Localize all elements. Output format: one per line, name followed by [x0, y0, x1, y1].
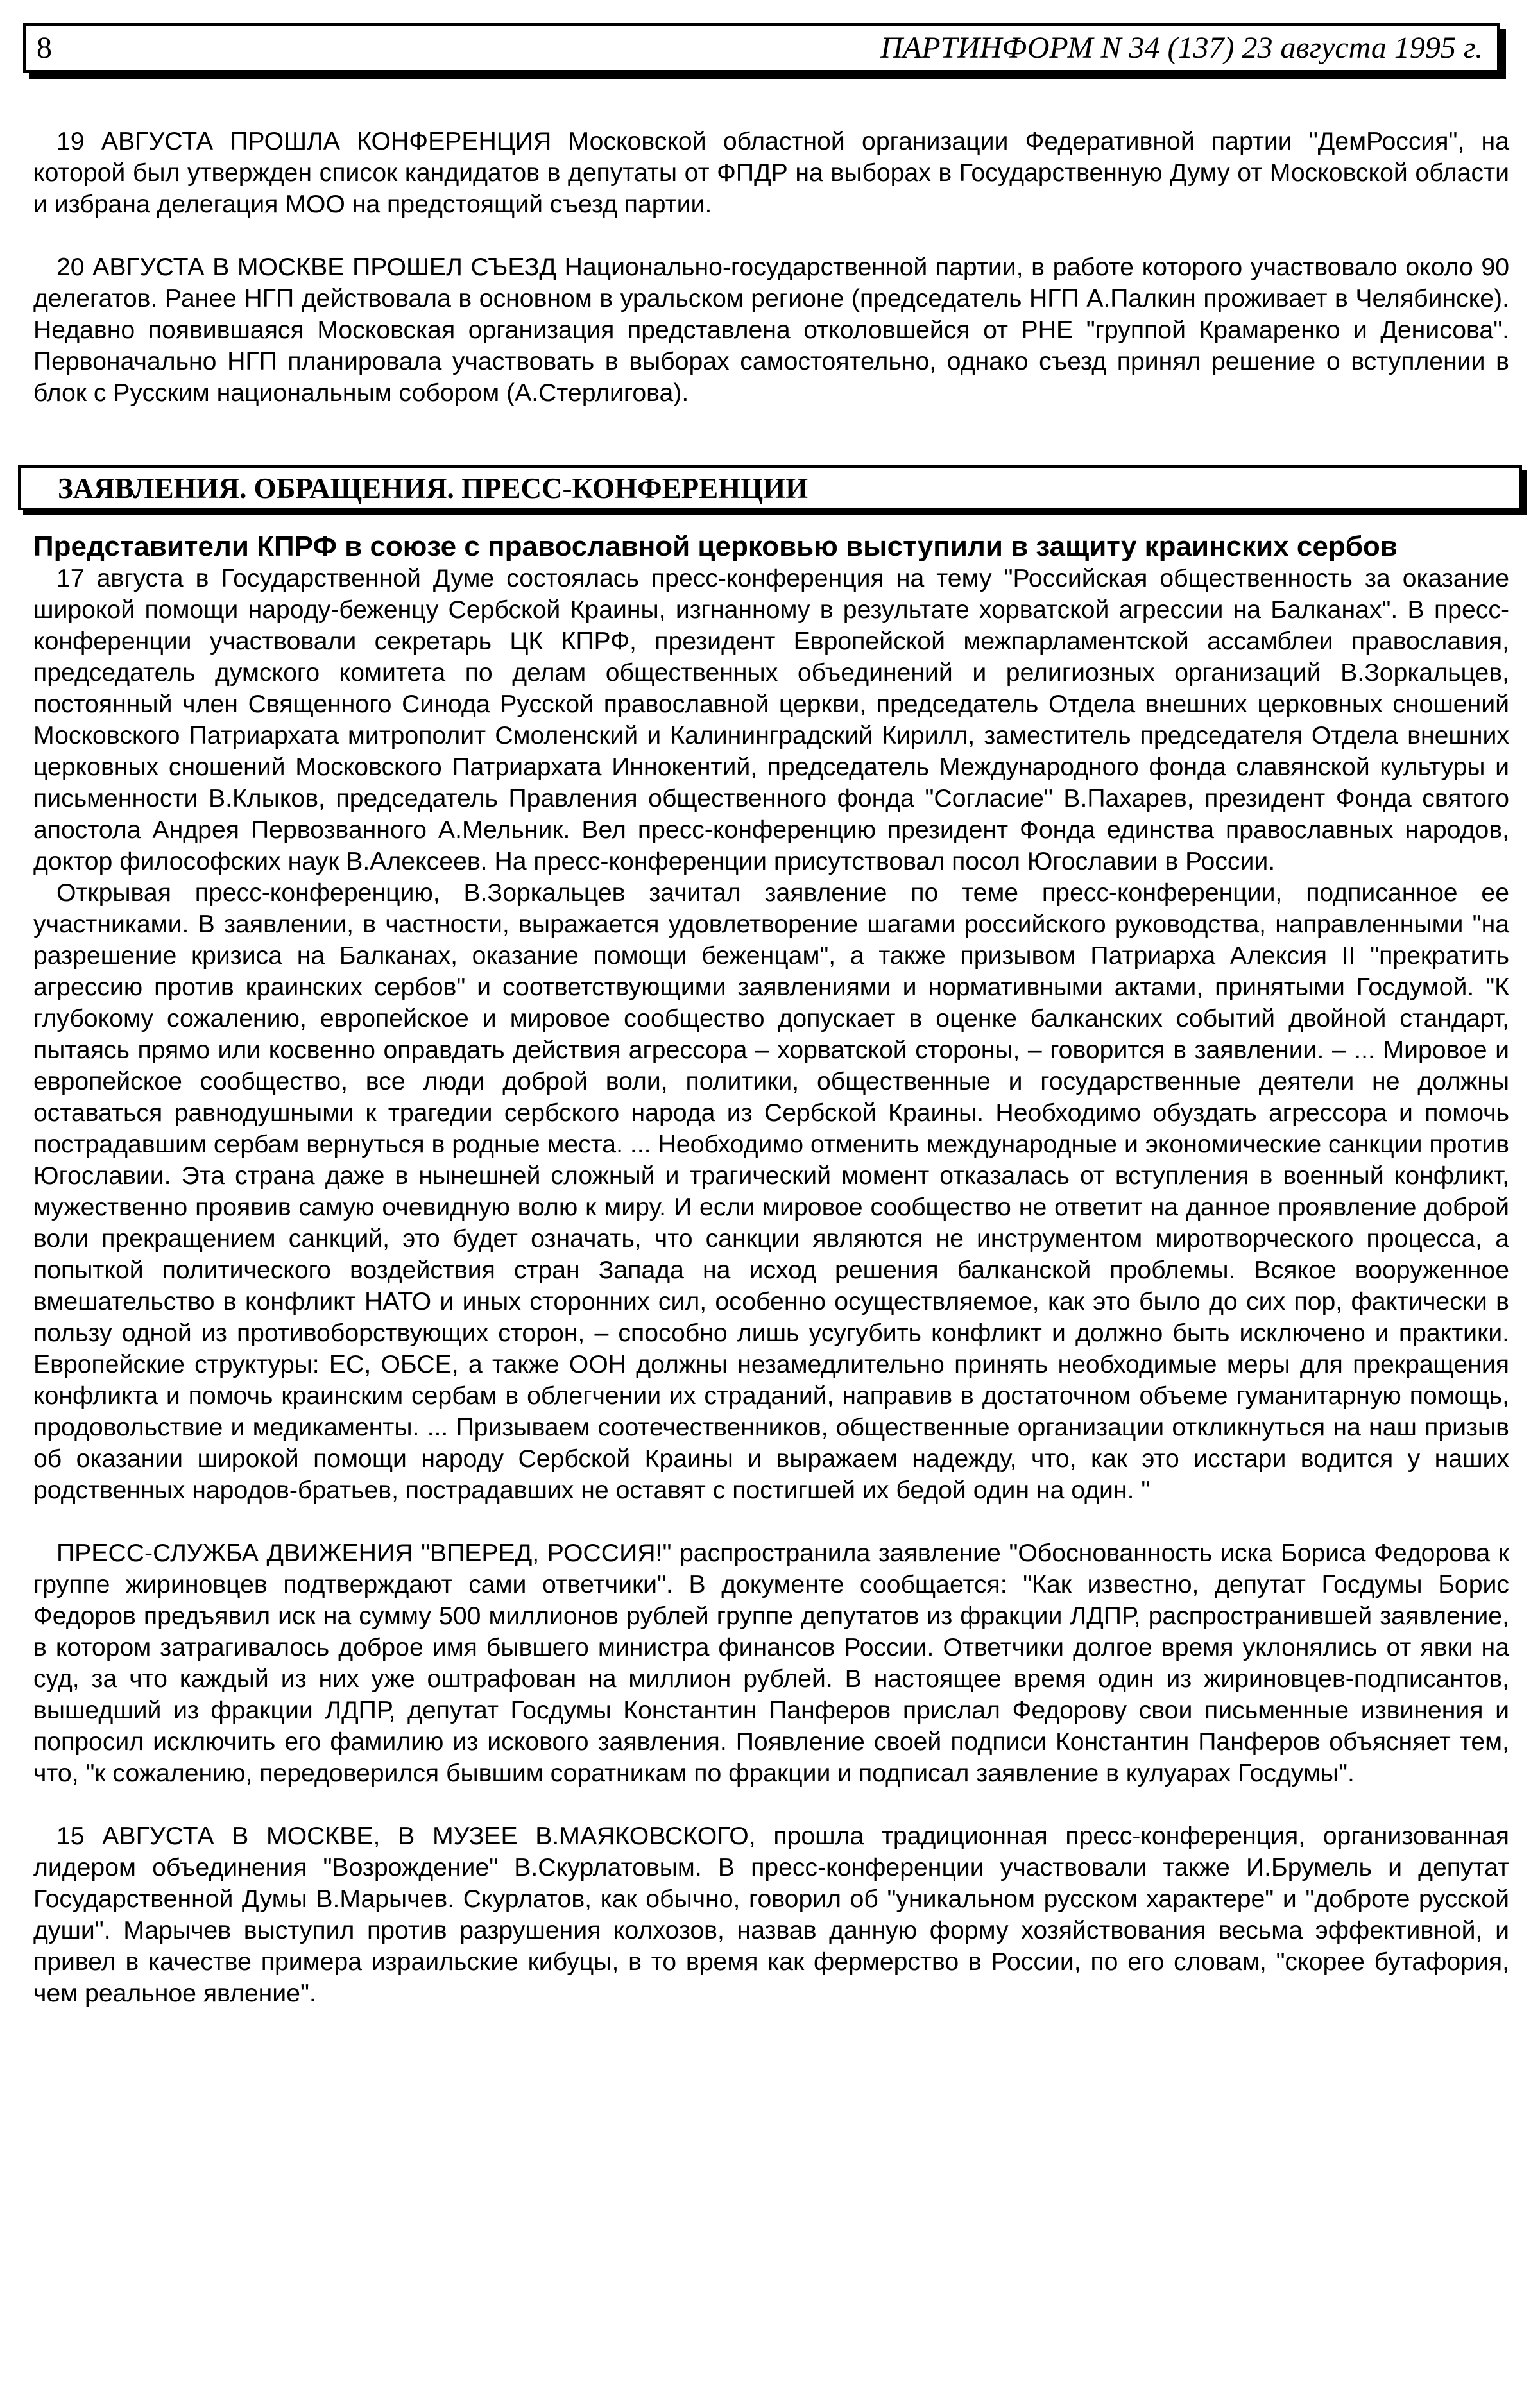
article-paragraph: Открывая пресс-конференцию, В.Зоркальцев зачитал заявление по теме пресс-конференции, подписанное ее участниками. В заявлении, в частности, выражается удовлетворение шагами российского руководства, направленными "на разрешение кризиса на Балканах, оказание помощи беженцам", а также призывом Патриарха Алексия II "прекратить агрессию против краинских сербов" и соответствующими заявлениями и нормативными актами, принятыми Госдумой. "К глубокому сожалению, европейское и мировое сообщество допускает в оценке балканских событий двойной стандарт, пытаясь прямо или косвенно оправдать действия агрессора – хорватской стороны, – говорится в заявлении. – ... Мировое и европейское сообщество, все люди доброй воли, политики, общественные и государственные деятели не должны оставаться равнодушными к трагедии сербского народа из Сербской Краины. Необходимо обуздать агрессора и помочь пострадавшим сербам вернуться в родные места. ... Необходимо отменить международные и экономические санкции против Югославии. Эта страна даже в нынешней сложный и трагический момент отказалась от вступления в военный конфликт, мужественно проявив самую очевидную волю к миру. И если мировое сообщество не ответит на данное проявление доброй воли прекращением санкций, это будет означать, что санкции являются не инструментом миротворческого процесса, а попыткой политического воздействия стран Запада на исход решения балканской проблемы. Всякое вооруженное вмешательство в конфликт НАТО и иных сторонних сил, особенно осуществляемое, как это было до сих пор, фактически в пользу одной из противоборствующих сторон, – способно лишь усугубить конфликт и должно быть исключено и практики. Европейские структуры: ЕС, ОБСЕ, а также ООН должны незамедлительно принять необходимые меры для прекращения конфликта и помочь краинским сербам в облегчении их страданий, направив в достаточном объеме гуманитарную помощь, продовольствие и медикаменты. ... Призываем соотечественников, общественные организации откликнуться на наш призыв об оказании широкой помощи народу Сербской Краины и выражаем надежду, что, как это исстари водится у наших родственных народов-братьев, пострадавших не оставят с постигшей их бедой один на один. " — [33, 879, 1509, 1504]
news-item-press-service: ПРЕСС-СЛУЖБА ДВИЖЕНИЯ "ВПЕРЕД, РОССИЯ!" распространила заявление "Обоснованность иска Бориса Федорова к группе жириновцев подтверждают сами ответчики". В документе сообщается: "Как известно, депутат Госдумы Борис Федоров предъявил иск на сумму 500 миллионов рублей группе депутатов из фракции ЛДПР, распространившей заявление, в котором затрагивалось доброе имя бывшего министра финансов России. Ответчики долгое время уклонялись от явки на суд, за что каждый из них уже оштрафован на миллион рублей. В настоящее время один из жириновцев-подписантов, вышедший из фракции ЛДПР, депутат Госдумы Константин Панферов прислал Федорову свои письменные извинения и попросил исключить его фамилию из искового заявления. Появление своей подписи Константин Панферов объясняет тем, что, "к сожалению, передоверился бывшим соратникам по фракции и подписал заявление в кулуарах Госдумы". — [33, 1539, 1509, 1787]
page-content — [33, 126, 1509, 2009]
page-header — [23, 23, 1500, 73]
news-item-congress: 20 АВГУСТА В МОСКВЕ ПРОШЕЛ СЪЕЗД Национально-государственной партии, в работе которого участвовало около 90 делегатов. Ранее НГП действовала в основном в уральском регионе (председатель НГП А.Палкин проживает в Челябинске). Недавно появившаяся Московская организация представлена отколовшейся от РНЕ "группой Крамаренко и Денисова". Первоначально НГП планировала участвовать в выборах самостоятельно, однако съезд принял решение о вступлении в блок с Русским национальным собором (А.Стерлигова). — [33, 253, 1509, 407]
article-paragraph: 17 августа в Государственной Думе состоялась пресс-конференция на тему "Российская общественность за оказание широкой помощи народу-беженцу Сербской Краины, изгнанному в результате хорватской агрессии на Балканах". В пресс-конференции участвовали секретарь ЦК КПРФ, президент Европейской межпарламентской ассамблеи православия, председатель думского комитета по делам общественных объединений и религиозных организаций В.Зоркальцев, постоянный член Священного Синода Русской православной церкви, председатель Отдела внешних церковных сношений Московского Патриархата митрополит Смоленский и Калининградский Кирилл, заместитель председателя Отдела внешних церковных сношений Московского Патриархата Иннокентий, председатель Международного фонда славянской культуры и письменности В.Клыков, председатель Правления общественного фонда "Согласие" В.Пахарев, президент Фонда святого апостола Андрея Первозванного А.Мельник. Вел пресс-конференцию президент Фонда единства православных народов, доктор философских наук В.Алексеев. На пресс-конференции присутствовал посол Югославии в России. — [33, 565, 1509, 875]
article-headline: Представители КПРФ в союзе с православной церковью выступили в защиту краинских сербов — [33, 531, 1398, 562]
section-heading — [18, 465, 1522, 510]
news-item-museum: 15 АВГУСТА В МОСКВЕ, В МУЗЕЕ В.МАЯКОВСКОГО, прошла традиционная пресс-конференция, организованная лидером объединения "Возрождение" В.Скурлатовым. В пресс-конференции участвовали также И.Брумель и депутат Государственной Думы В.Марычев. Скурлатов, как обычно, говорил об "уникальном русском характере" и "доброте русской души". Марычев выступил против разрушения колхозов, назвав данную форму хозяйствования весьма эффективной, и привел в качестве примера израильские кибуцы, в то время как фермерство в России, по его словам, "скорее бутафория, чем реальное явление". — [33, 1822, 1509, 2007]
section-title: ЗАЯВЛЕНИЯ. ОБРАЩЕНИЯ. ПРЕСС-КОНФЕРЕНЦИИ — [58, 472, 809, 504]
news-item-conference: 19 АВГУСТА ПРОШЛА КОНФЕРЕНЦИЯ Московской областной организации Федеративной партии "ДемРоссия", на которой был утвержден список кандидатов в депутаты от ФПДР на выборах в Государственную Думу от Московской области и избрана делегация МОО на предстоящий съезд партии. — [33, 128, 1509, 218]
publication-title: ПАРТИНФОРМ N 34 (137) 23 августа 1995 г. — [880, 31, 1483, 65]
page-number: 8 — [37, 31, 52, 65]
